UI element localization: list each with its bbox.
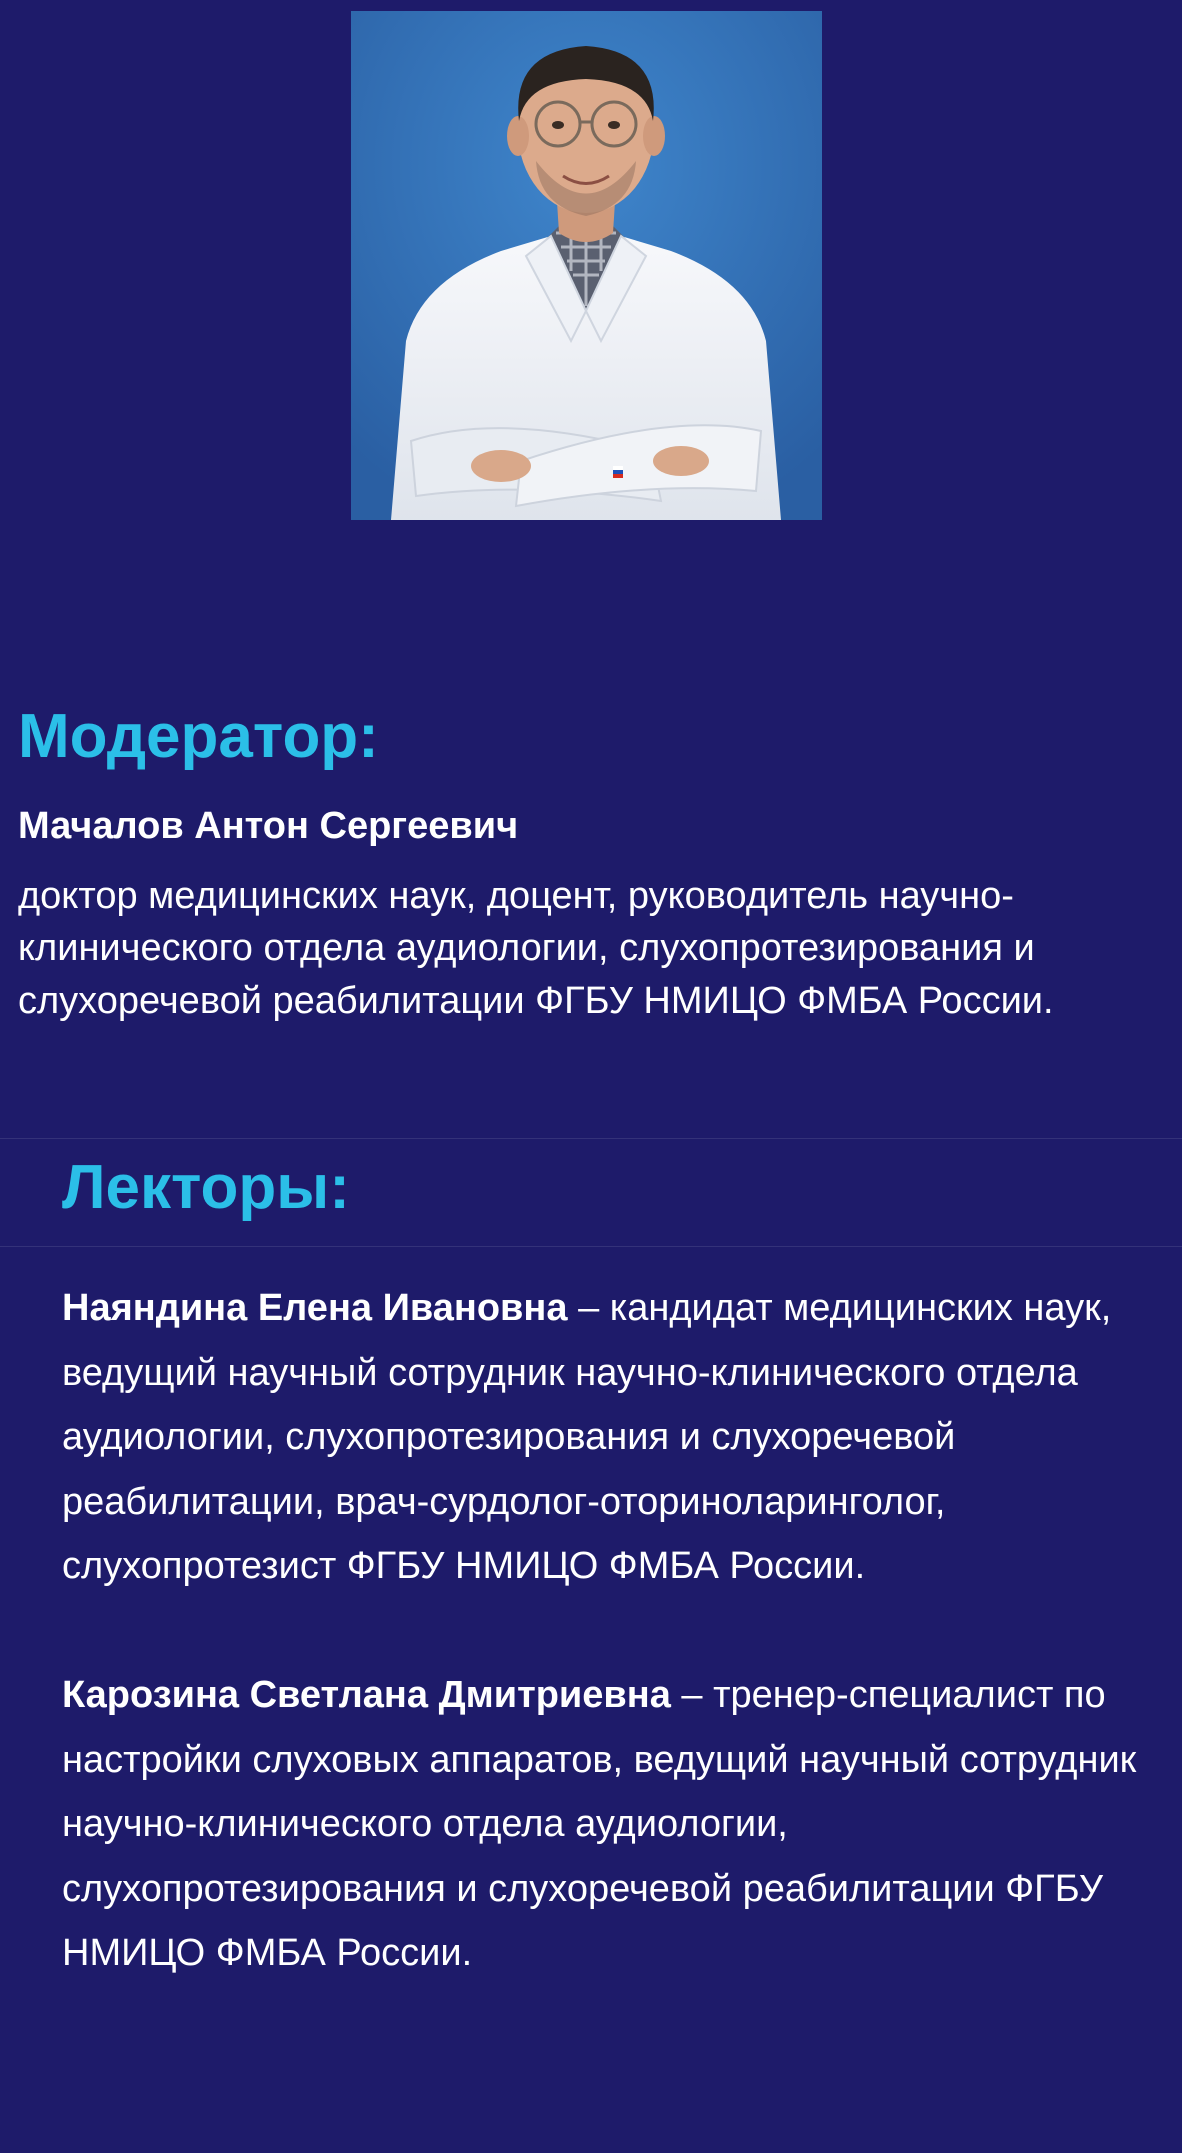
- divider-top: [0, 1138, 1182, 1139]
- lectors-list: [62, 1276, 1142, 1986]
- lector-description: – кандидат медицинских наук, ведущий научный сотрудник научно-клинического отдела аудиологии, слухопротезирования и слухоречевой реабилитации, врач-сурдолог-оториноларинголог, слухопротезист ФГБУ НМИЦО ФМБА России.: [62, 1287, 1112, 1588]
- moderator-description: доктор медицинских наук, доцент, руководитель научно-клинического отдела аудиологии, слухопротезирования и слухоречевой реабилитации ФГБУ НМИЦО ФМБА России.: [18, 874, 1054, 1022]
- lectors-heading: Лекторы:: [62, 1153, 350, 1222]
- moderator-photo: [351, 11, 822, 520]
- moderator-heading: Модератор:: [18, 702, 379, 771]
- moderator-name: Мачалов Антон Сергеевич: [18, 805, 519, 848]
- lector-name: Карозина Светлана Дмитриевна: [62, 1673, 671, 1716]
- divider-bottom: [0, 1246, 1182, 1247]
- doctor-portrait-icon: [351, 11, 822, 520]
- lector-description: – тренер-специалист по настройки слуховых аппаратов, ведущий научный сотрудник научно-клинического отдела аудиологии, слухопротезирования и слухоречевой реабилитации ФГБУ НМИЦО ФМБА России.: [62, 1673, 1137, 1975]
- lector-name: Наяндина Елена Ивановна: [62, 1287, 568, 1329]
- lector-item: [62, 1276, 1142, 1599]
- lector-item: [62, 1663, 1142, 1986]
- moderator-section: [18, 700, 1168, 1027]
